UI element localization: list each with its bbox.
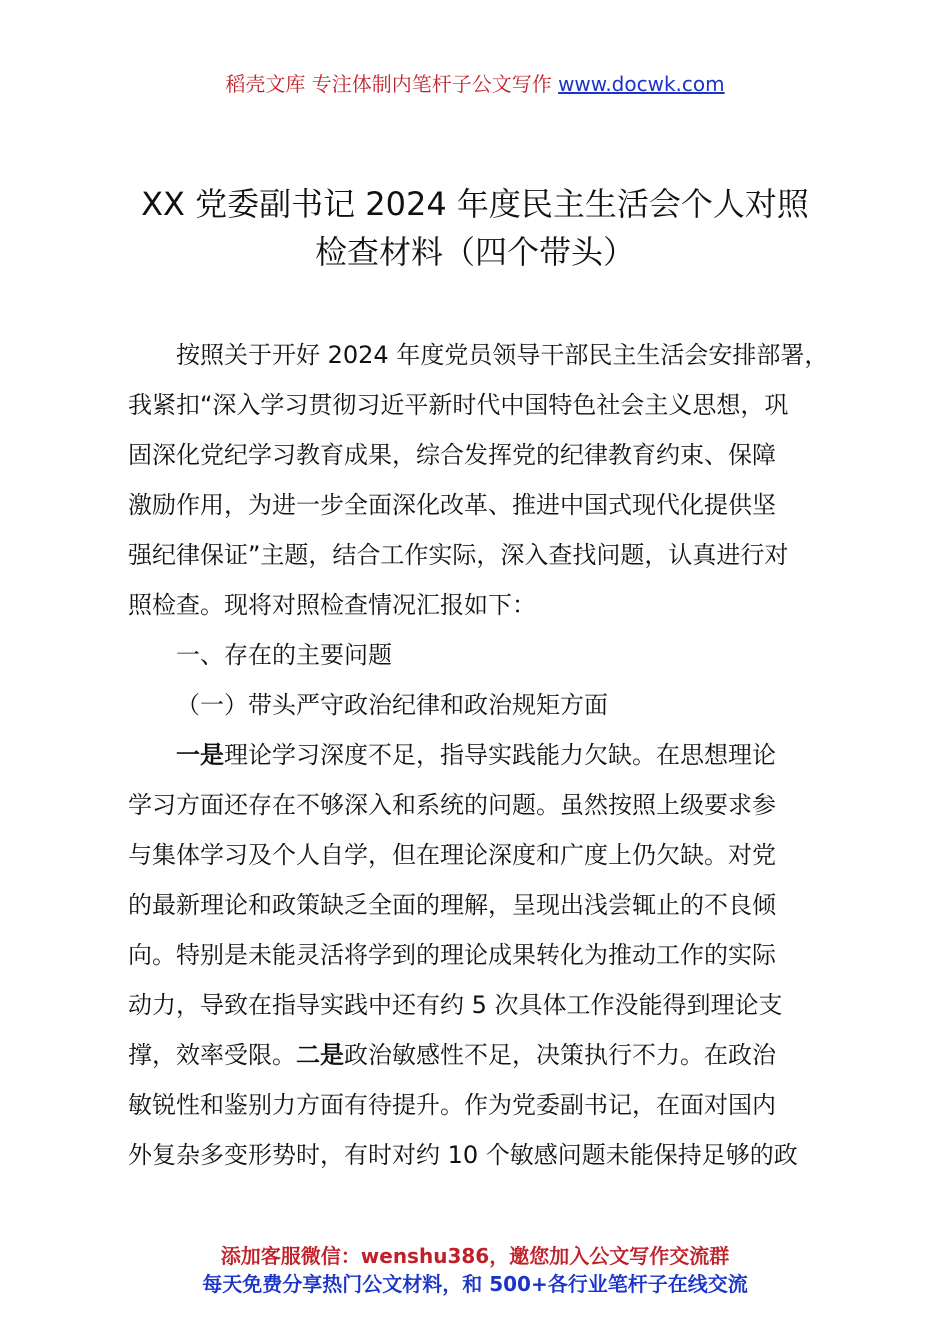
point-text-2: 政治敏感性不足，决策执行不力。在政治 [344, 1041, 776, 1069]
title-line-2: 检查材料（四个带头） [314, 233, 635, 271]
paragraph-line: 照检查。现将对照检查情况汇报如下： [128, 591, 536, 619]
section-heading: 一、存在的主要问题 [176, 641, 392, 669]
paragraph-line [128, 730, 840, 780]
footer-line-2: 每天免费分享热门公文材料，和 500+各行业笔杆子在线交流 [202, 1272, 748, 1296]
document-title [60, 180, 890, 276]
line-before-point-2: 撑，效率受限。 [128, 1041, 296, 1069]
paragraph-line: 固深化党纪学习教育成果，综合发挥党的纪律教育约束、保障 [128, 441, 776, 469]
paragraph-line: 按照关于开好 2024 年度党员领导干部民主生活会安排部署， [176, 341, 829, 369]
document-body [128, 330, 840, 1180]
promo-footer [0, 1242, 950, 1298]
paragraph-line: 外复杂多变形势时，有时对约 10 个敏感问题未能保持足够的政 [128, 1141, 798, 1169]
point-label-1: 一是 [176, 741, 224, 769]
paragraph-line: 与集体学习及个人自学，但在理论深度和广度上仍欠缺。对党 [128, 841, 776, 869]
footer-wechat-prefix: 添加客服微信： [220, 1244, 361, 1268]
footer-wechat-suffix: ，邀您加入公文写作交流群 [489, 1244, 730, 1268]
footer-wechat-id: wenshu386 [360, 1244, 490, 1268]
paragraph-line: 我紧扣“深入学习贯彻习近平新时代中国特色社会主义思想，巩 [128, 391, 789, 419]
paragraph-line: 向。特别是未能灵活将学到的理论成果转化为推动工作的实际 [128, 941, 776, 969]
footer-line-1 [0, 1242, 950, 1270]
paragraph-line: 动力，导致在指导实践中还有约 5 次具体工作没能得到理论支 [128, 991, 783, 1019]
paragraph-line: 的最新理论和政策缺乏全面的理解，呈现出浅尝辄止的不良倾 [128, 891, 776, 919]
site-brand: 稻壳文库 专注体制内笔杆子公文写作 [225, 72, 559, 96]
site-header [0, 70, 950, 98]
point-text-1: 理论学习深度不足，指导实践能力欠缺。在思想理论 [224, 741, 776, 769]
paragraph-line: 激励作用，为进一步全面深化改革、推进中国式现代化提供坚 [128, 491, 776, 519]
subsection-heading: （一）带头严守政治纪律和政治规矩方面 [176, 691, 608, 719]
title-line-1: XX 党委副书记 2024 年度民主生活会个人对照 [141, 185, 809, 223]
site-url-link[interactable]: www.docwk.com [558, 72, 725, 96]
paragraph-line: 敏锐性和鉴别力方面有待提升。作为党委副书记，在面对国内 [128, 1091, 776, 1119]
paragraph-line: 强纪律保证”主题，结合工作实际，深入查找问题，认真进行对 [128, 541, 789, 569]
paragraph-line [128, 1030, 840, 1080]
point-label-2: 二是 [296, 1041, 344, 1069]
paragraph-line: 学习方面还存在不够深入和系统的问题。虽然按照上级要求参 [128, 791, 776, 819]
